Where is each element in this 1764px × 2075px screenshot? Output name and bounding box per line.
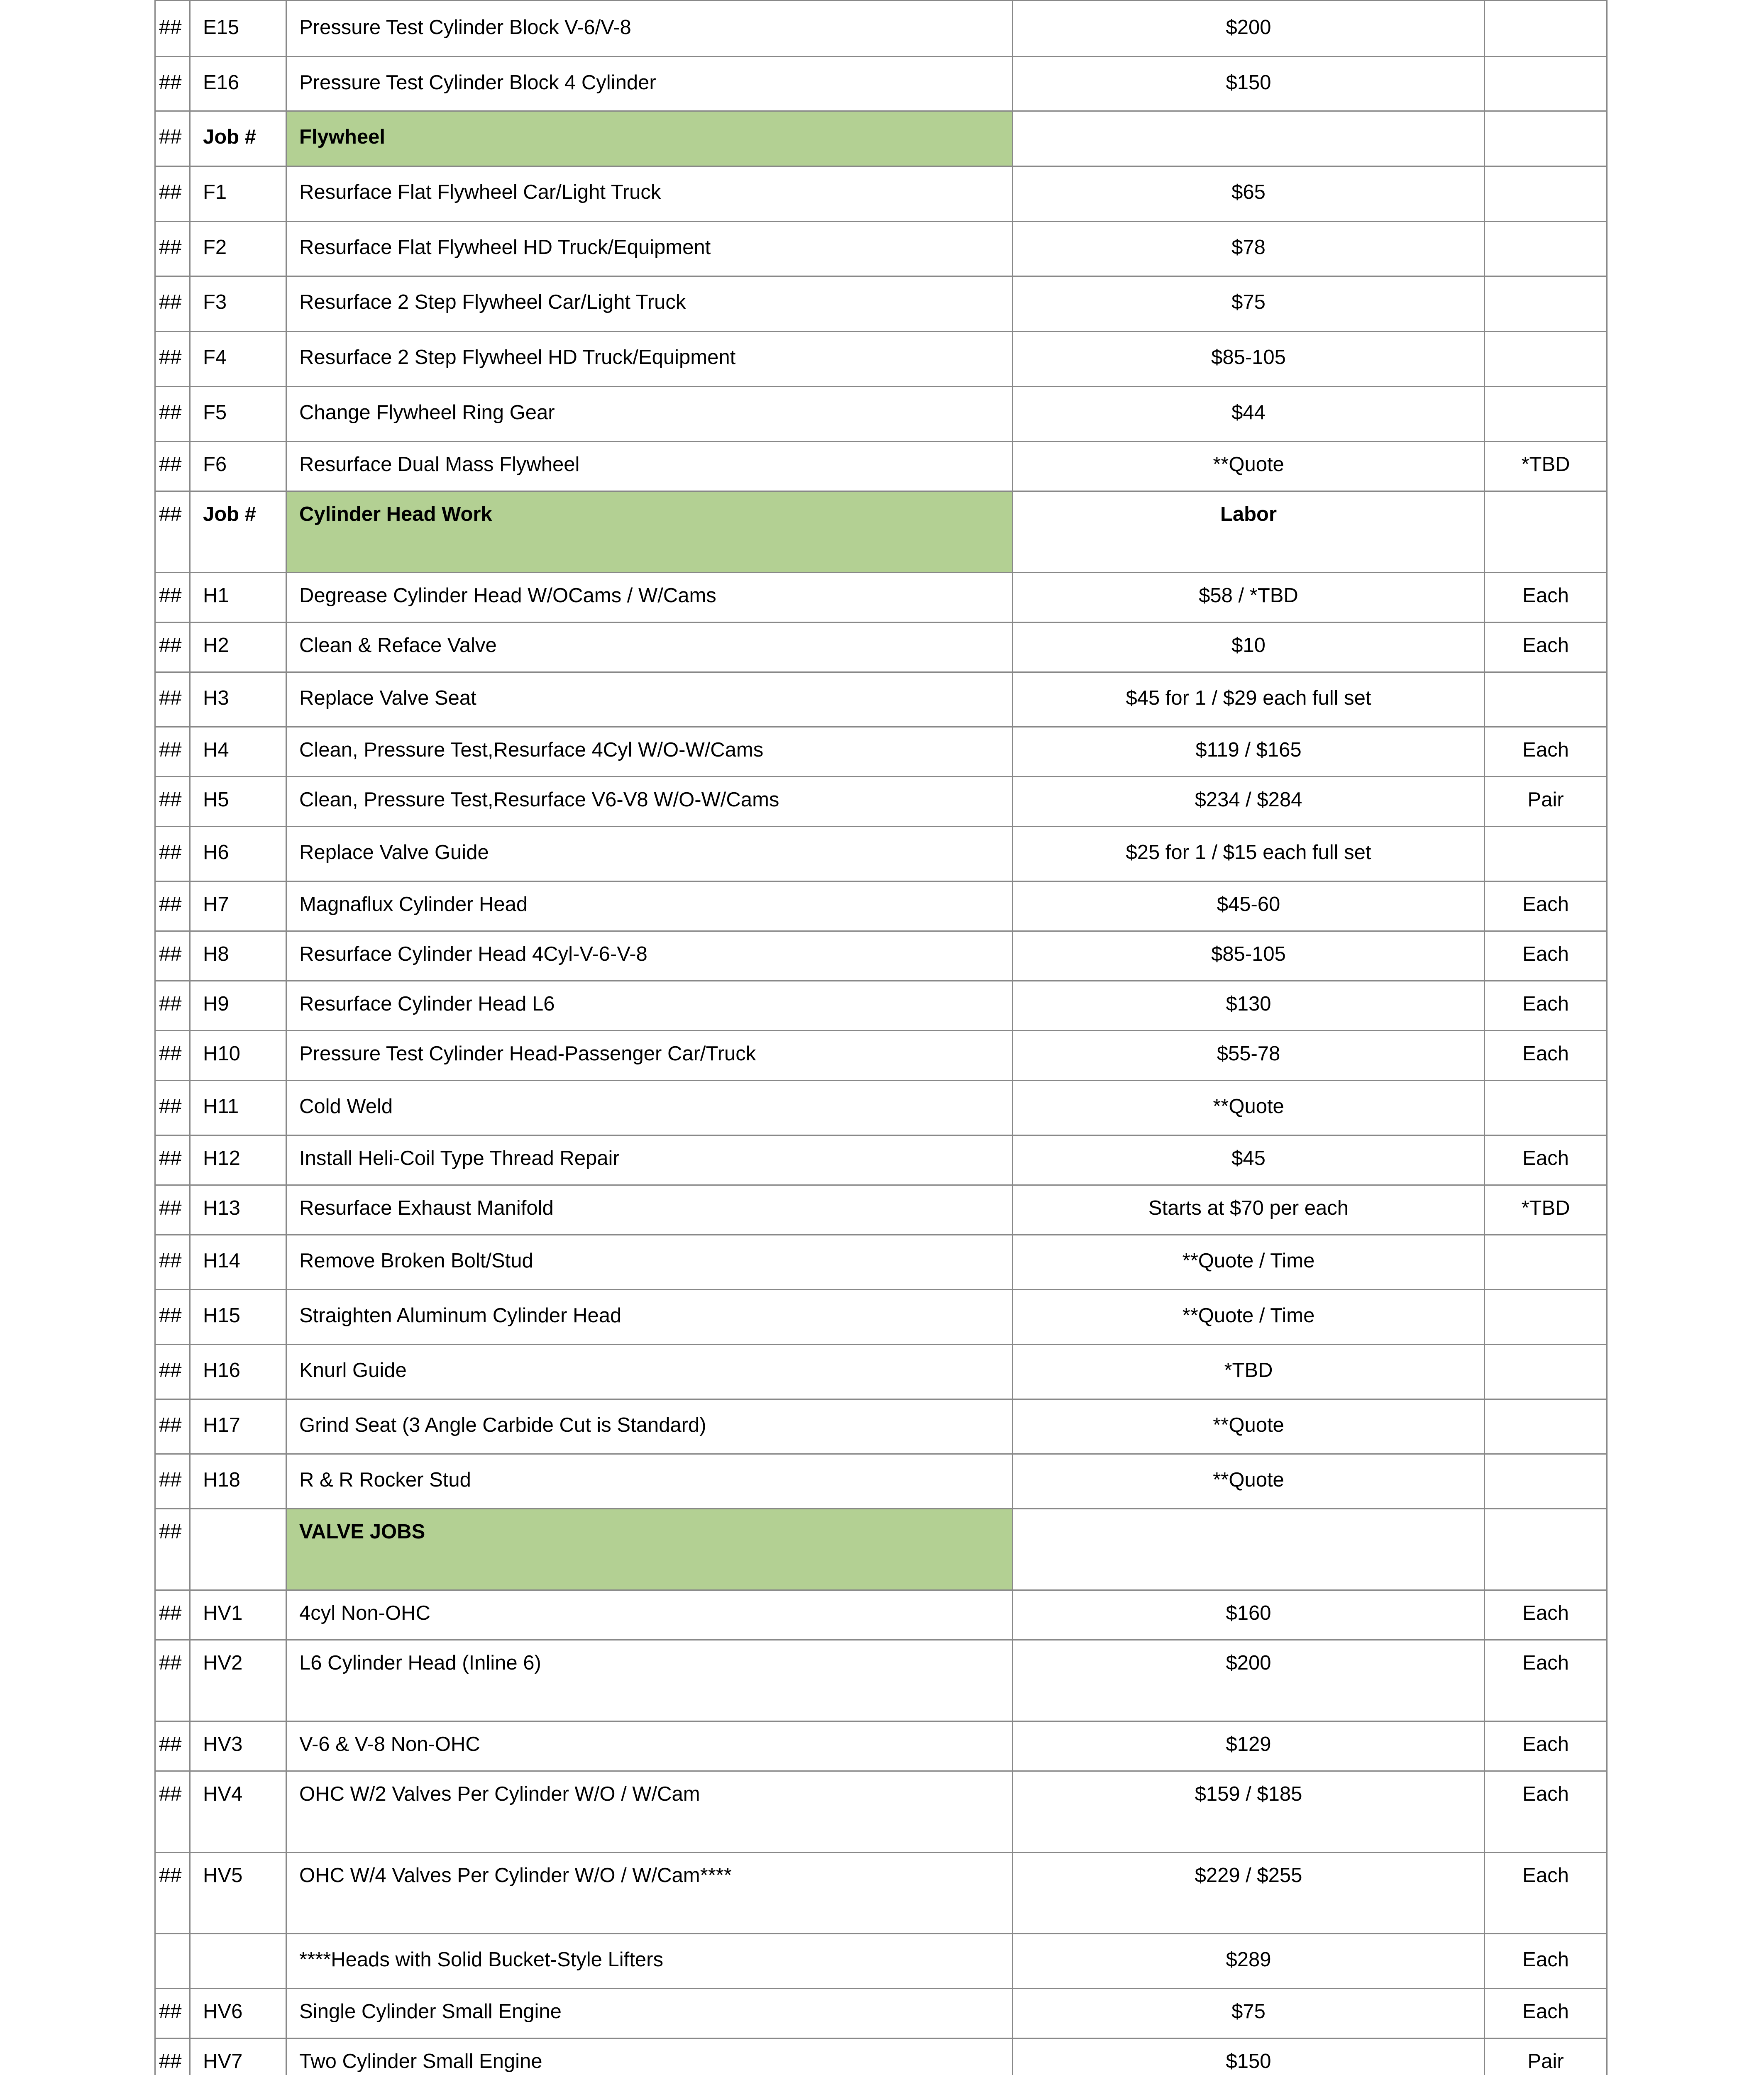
table-row — [155, 1721, 1607, 1771]
job-price: $45 — [1013, 1135, 1485, 1185]
table-row — [155, 981, 1607, 1031]
row-marker: ## — [155, 573, 190, 622]
job-number: F1 — [190, 166, 286, 222]
row-marker: ## — [155, 332, 190, 387]
table-row — [155, 881, 1607, 931]
job-price: $55-78 — [1013, 1031, 1485, 1081]
table-row — [155, 622, 1607, 672]
price-unit — [1485, 491, 1607, 573]
job-description: L6 Cylinder Head (Inline 6) — [286, 1640, 1013, 1721]
job-number: H6 — [190, 827, 286, 881]
job-price: **Quote — [1013, 1399, 1485, 1454]
table-row — [155, 1290, 1607, 1345]
table-row — [155, 1031, 1607, 1081]
table-row — [155, 1454, 1607, 1509]
section-header-row — [155, 491, 1607, 573]
row-marker: ## — [155, 1771, 190, 1853]
job-price: **Quote — [1013, 1454, 1485, 1509]
job-price: *TBD — [1013, 1345, 1485, 1399]
price-unit — [1485, 166, 1607, 222]
price-unit: Each — [1485, 727, 1607, 777]
price-unit — [1485, 1454, 1607, 1509]
section-title: Flywheel — [286, 111, 1013, 166]
row-marker: ## — [155, 622, 190, 672]
row-marker: ## — [155, 727, 190, 777]
table-row — [155, 727, 1607, 777]
price-unit — [1485, 1235, 1607, 1290]
job-number: H18 — [190, 1454, 286, 1509]
price-unit — [1485, 1399, 1607, 1454]
price-table-body — [155, 1, 1607, 2075]
job-number: H2 — [190, 622, 286, 672]
job-description: 4cyl Non-OHC — [286, 1590, 1013, 1640]
price-unit — [1485, 1, 1607, 57]
job-number: H11 — [190, 1081, 286, 1135]
job-number — [190, 1934, 286, 1989]
table-row — [155, 57, 1607, 111]
job-description: Replace Valve Guide — [286, 827, 1013, 881]
section-header-row — [155, 111, 1607, 166]
row-marker: ## — [155, 1135, 190, 1185]
job-number: HV7 — [190, 2038, 286, 2075]
price-unit: Each — [1485, 1640, 1607, 1721]
job-price: **Quote / Time — [1013, 1235, 1485, 1290]
table-row — [155, 1235, 1607, 1290]
job-number: HV6 — [190, 1989, 286, 2038]
job-number: H17 — [190, 1399, 286, 1454]
table-row — [155, 387, 1607, 442]
job-number: H14 — [190, 1235, 286, 1290]
table-row — [155, 573, 1607, 622]
table-row — [155, 222, 1607, 276]
row-marker: ## — [155, 672, 190, 727]
price-unit — [1485, 1081, 1607, 1135]
section-title: VALVE JOBS — [286, 1509, 1013, 1590]
price-unit — [1485, 827, 1607, 881]
row-marker: ## — [155, 276, 190, 332]
price-unit — [1485, 1509, 1607, 1590]
job-number: F4 — [190, 332, 286, 387]
price-unit — [1485, 111, 1607, 166]
row-marker: ## — [155, 1721, 190, 1771]
job-price: Starts at $70 per each — [1013, 1185, 1485, 1235]
job-description: Resurface Exhaust Manifold — [286, 1185, 1013, 1235]
price-unit: Each — [1485, 1721, 1607, 1771]
job-description: Knurl Guide — [286, 1345, 1013, 1399]
price-unit — [1485, 387, 1607, 442]
price-unit: Each — [1485, 1771, 1607, 1853]
table-row — [155, 2038, 1607, 2075]
job-description: Resurface 2 Step Flywheel Car/Light Truck — [286, 276, 1013, 332]
row-marker: ## — [155, 981, 190, 1031]
job-price: $58 / *TBD — [1013, 573, 1485, 622]
price-unit: Each — [1485, 1989, 1607, 2038]
job-number: F6 — [190, 442, 286, 491]
job-price: $10 — [1013, 622, 1485, 672]
job-number: H7 — [190, 881, 286, 931]
row-marker: ## — [155, 1345, 190, 1399]
table-row — [155, 332, 1607, 387]
price-unit: Each — [1485, 573, 1607, 622]
job-price: $75 — [1013, 1989, 1485, 2038]
table-row — [155, 1934, 1607, 1989]
job-description: Change Flywheel Ring Gear — [286, 387, 1013, 442]
job-price: $200 — [1013, 1, 1485, 57]
table-row — [155, 1853, 1607, 1934]
job-price: $85-105 — [1013, 931, 1485, 981]
job-number: HV1 — [190, 1590, 286, 1640]
row-marker: ## — [155, 1590, 190, 1640]
job-number: H9 — [190, 981, 286, 1031]
price-unit: Each — [1485, 1934, 1607, 1989]
row-marker: ## — [155, 1509, 190, 1590]
job-number: H5 — [190, 777, 286, 827]
row-marker: ## — [155, 1454, 190, 1509]
job-price: $65 — [1013, 166, 1485, 222]
job-price: $160 — [1013, 1590, 1485, 1640]
table-row — [155, 276, 1607, 332]
row-marker: ## — [155, 827, 190, 881]
price-unit: Each — [1485, 881, 1607, 931]
job-number: H3 — [190, 672, 286, 727]
row-marker: ## — [155, 777, 190, 827]
table-row — [155, 1081, 1607, 1135]
job-description: Clean, Pressure Test,Resurface V6-V8 W/O-W/Cams — [286, 777, 1013, 827]
job-description: Resurface Cylinder Head 4Cyl-V-6-V-8 — [286, 931, 1013, 981]
row-marker: ## — [155, 491, 190, 573]
table-row — [155, 442, 1607, 491]
price-unit: Each — [1485, 622, 1607, 672]
job-number: H13 — [190, 1185, 286, 1235]
row-marker: ## — [155, 1031, 190, 1081]
job-price: $45 for 1 / $29 each full set — [1013, 672, 1485, 727]
job-description: Pressure Test Cylinder Block 4 Cylinder — [286, 57, 1013, 111]
price-unit — [1485, 1290, 1607, 1345]
table-row — [155, 1, 1607, 57]
job-description: Degrease Cylinder Head W/OCams / W/Cams — [286, 573, 1013, 622]
job-description: Magnaflux Cylinder Head — [286, 881, 1013, 931]
job-price: Labor — [1013, 491, 1485, 573]
job-price — [1013, 1509, 1485, 1590]
price-unit: Each — [1485, 931, 1607, 981]
section-header-row — [155, 1509, 1607, 1590]
price-unit: Each — [1485, 1135, 1607, 1185]
price-unit: Pair — [1485, 2038, 1607, 2075]
job-description: R & R Rocker Stud — [286, 1454, 1013, 1509]
job-price: $25 for 1 / $15 each full set — [1013, 827, 1485, 881]
job-description: Remove Broken Bolt/Stud — [286, 1235, 1013, 1290]
job-number: H10 — [190, 1031, 286, 1081]
job-description: Clean & Reface Valve — [286, 622, 1013, 672]
job-price: $75 — [1013, 276, 1485, 332]
row-marker: ## — [155, 1853, 190, 1934]
row-marker: ## — [155, 1640, 190, 1721]
price-unit — [1485, 672, 1607, 727]
job-price: $45-60 — [1013, 881, 1485, 931]
row-marker: ## — [155, 1235, 190, 1290]
job-description: Resurface Cylinder Head L6 — [286, 981, 1013, 1031]
job-description: Pressure Test Cylinder Head-Passenger Car/Truck — [286, 1031, 1013, 1081]
job-price: **Quote — [1013, 1081, 1485, 1135]
job-description: Single Cylinder Small Engine — [286, 1989, 1013, 2038]
job-price — [1013, 111, 1485, 166]
table-row — [155, 1135, 1607, 1185]
price-unit — [1485, 276, 1607, 332]
job-number: H1 — [190, 573, 286, 622]
job-description: Two Cylinder Small Engine — [286, 2038, 1013, 2075]
job-price: $150 — [1013, 2038, 1485, 2075]
job-description: Resurface Dual Mass Flywheel — [286, 442, 1013, 491]
price-unit: *TBD — [1485, 1185, 1607, 1235]
job-description: ****Heads with Solid Bucket-Style Lifters — [286, 1934, 1013, 1989]
job-price: $130 — [1013, 981, 1485, 1031]
row-marker — [155, 1934, 190, 1989]
job-number: F2 — [190, 222, 286, 276]
job-number: H4 — [190, 727, 286, 777]
row-marker: ## — [155, 1, 190, 57]
job-price: **Quote — [1013, 442, 1485, 491]
section-title: Cylinder Head Work — [286, 491, 1013, 573]
job-description: Resurface 2 Step Flywheel HD Truck/Equipment — [286, 332, 1013, 387]
price-table — [154, 0, 1608, 2075]
job-description: Replace Valve Seat — [286, 672, 1013, 727]
table-row — [155, 166, 1607, 222]
row-marker: ## — [155, 1185, 190, 1235]
table-row — [155, 931, 1607, 981]
job-number: HV2 — [190, 1640, 286, 1721]
job-description: Install Heli-Coil Type Thread Repair — [286, 1135, 1013, 1185]
job-number: HV5 — [190, 1853, 286, 1934]
job-description: Straighten Aluminum Cylinder Head — [286, 1290, 1013, 1345]
job-price: $150 — [1013, 57, 1485, 111]
price-unit: Each — [1485, 1853, 1607, 1934]
job-price: $229 / $255 — [1013, 1853, 1485, 1934]
job-number: Job # — [190, 111, 286, 166]
price-unit: Each — [1485, 981, 1607, 1031]
job-number: H12 — [190, 1135, 286, 1185]
row-marker: ## — [155, 931, 190, 981]
row-marker: ## — [155, 2038, 190, 2075]
job-price: $78 — [1013, 222, 1485, 276]
price-unit: *TBD — [1485, 442, 1607, 491]
job-number: HV4 — [190, 1771, 286, 1853]
job-price: $289 — [1013, 1934, 1485, 1989]
table-row — [155, 1771, 1607, 1853]
price-unit — [1485, 1345, 1607, 1399]
row-marker: ## — [155, 1081, 190, 1135]
table-row — [155, 827, 1607, 881]
job-number: F5 — [190, 387, 286, 442]
price-unit: Pair — [1485, 777, 1607, 827]
table-row — [155, 1185, 1607, 1235]
table-row — [155, 1989, 1607, 2038]
job-description: OHC W/2 Valves Per Cylinder W/O / W/Cam — [286, 1771, 1013, 1853]
job-price: $119 / $165 — [1013, 727, 1485, 777]
job-number: E16 — [190, 57, 286, 111]
job-number: H16 — [190, 1345, 286, 1399]
job-number: H15 — [190, 1290, 286, 1345]
table-row — [155, 1590, 1607, 1640]
row-marker: ## — [155, 387, 190, 442]
table-row — [155, 1399, 1607, 1454]
job-price: $159 / $185 — [1013, 1771, 1485, 1853]
job-price: $200 — [1013, 1640, 1485, 1721]
table-row — [155, 1345, 1607, 1399]
row-marker: ## — [155, 1989, 190, 2038]
job-description: Resurface Flat Flywheel HD Truck/Equipment — [286, 222, 1013, 276]
price-unit: Each — [1485, 1590, 1607, 1640]
job-description: OHC W/4 Valves Per Cylinder W/O / W/Cam**** — [286, 1853, 1013, 1934]
price-unit — [1485, 57, 1607, 111]
job-price: $129 — [1013, 1721, 1485, 1771]
job-description: V-6 & V-8 Non-OHC — [286, 1721, 1013, 1771]
table-row — [155, 777, 1607, 827]
row-marker: ## — [155, 166, 190, 222]
job-number: H8 — [190, 931, 286, 981]
row-marker: ## — [155, 442, 190, 491]
job-description: Clean, Pressure Test,Resurface 4Cyl W/O-W/Cams — [286, 727, 1013, 777]
job-description: Pressure Test Cylinder Block V-6/V-8 — [286, 1, 1013, 57]
row-marker: ## — [155, 881, 190, 931]
row-marker: ## — [155, 111, 190, 166]
table-row — [155, 672, 1607, 727]
job-description: Grind Seat (3 Angle Carbide Cut is Standard) — [286, 1399, 1013, 1454]
job-number: Job # — [190, 491, 286, 573]
price-unit — [1485, 222, 1607, 276]
job-number: HV3 — [190, 1721, 286, 1771]
job-number: E15 — [190, 1, 286, 57]
job-price: $44 — [1013, 387, 1485, 442]
job-number: F3 — [190, 276, 286, 332]
price-unit: Each — [1485, 1031, 1607, 1081]
job-number — [190, 1509, 286, 1590]
price-unit — [1485, 332, 1607, 387]
job-description: Resurface Flat Flywheel Car/Light Truck — [286, 166, 1013, 222]
row-marker: ## — [155, 57, 190, 111]
row-marker: ## — [155, 222, 190, 276]
job-price: **Quote / Time — [1013, 1290, 1485, 1345]
job-price: $85-105 — [1013, 332, 1485, 387]
row-marker: ## — [155, 1399, 190, 1454]
job-description: Cold Weld — [286, 1081, 1013, 1135]
row-marker: ## — [155, 1290, 190, 1345]
table-row — [155, 1640, 1607, 1721]
job-price: $234 / $284 — [1013, 777, 1485, 827]
